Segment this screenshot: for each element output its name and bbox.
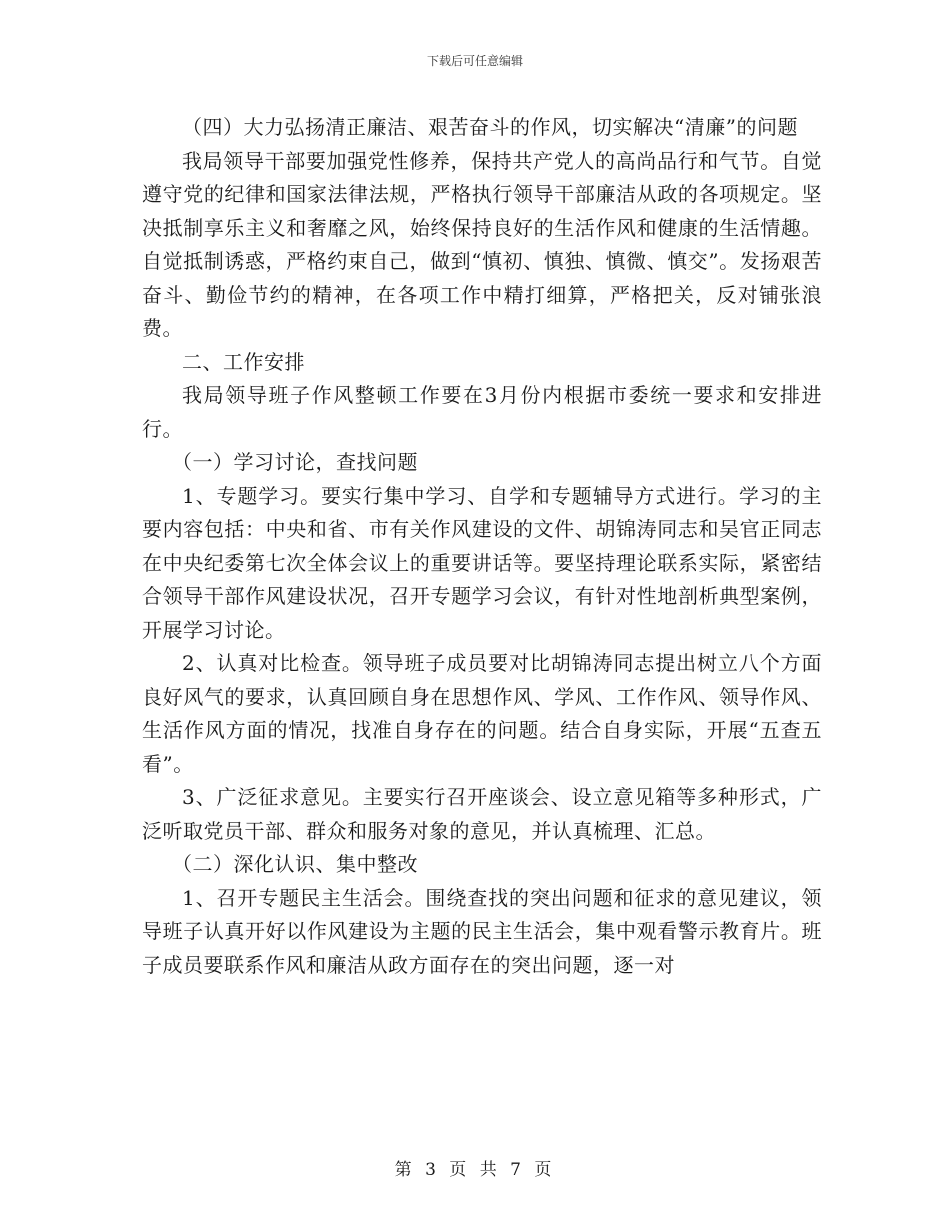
section-heading: 二、工作安排 xyxy=(182,349,305,374)
body-paragraph: 1、召开专题民主生活会。围绕查找的突出问题和征求的意见建议，领导班子认真开好以作风建设为主题的民主生活会，集中观看警示教育片。班子成员要联系作风和廉洁从政方面存在的突出问题，逐一对 xyxy=(142,885,822,977)
subsection-heading: （二）深化认识、集中整改 xyxy=(172,852,418,876)
body-paragraph: 我局领导班子作风整顿工作要在3月份内根据市委统一要求和安排进行。 xyxy=(142,383,822,441)
body-paragraph: 3、广泛征求意见。主要实行召开座谈会、设立意见箱等多种形式，广泛听取党员干部、群众和服务对象的意见，并认真梳理、汇总。 xyxy=(142,785,822,843)
body-paragraph: 我局领导干部要加强党性修养，保持共产党人的高尚品行和气节。自觉遵守党的纪律和国家法律法规，严格执行领导干部廉洁从政的各项规定。坚决抵制享乐主义和奢靡之风，始终保持良好的生活作风和健康的生活情趣。自觉抵制诱惑，严格约束自己，做到“慎初、慎独、慎微、慎交”。发扬艰苦奋斗、勤俭节约的精神，在各项工作中精打细算，严格把关，反对铺张浪费。 xyxy=(142,148,822,340)
body-paragraph: 1、专题学习。要实行集中学习、自学和专题辅导方式进行。学习的主要内容包括：中央和省、市有关作风建设的文件、胡锦涛同志和吴官正同志在中央纪委第七次全体会议上的重要讲话等。要坚持理论联系实际，紧密结合领导干部作风建设状况，召开专题学习会议，有针对性地剖析典型案例，开展学习讨论。 xyxy=(142,483,822,642)
section-heading: （四）大力弘扬清正廉洁、艰苦奋斗的作风，切实解决“清廉”的问题 xyxy=(182,115,798,139)
page-header: 下载后可任意编辑 xyxy=(426,54,523,68)
document-body xyxy=(142,111,822,982)
page-footer: 第 3 页 共 7 页 xyxy=(394,1160,556,1180)
body-paragraph: 2、认真对比检查。领导班子成员要对比胡锦涛同志提出树立八个方面良好风气的要求，认真回顾自身在思想作风、学风、工作作风、领导作风、生活作风方面的情况，找准自身存在的问题。结合自身实际，开展“五查五看”。 xyxy=(142,651,822,776)
subsection-heading: （一）学习讨论，查找问题 xyxy=(172,450,418,474)
